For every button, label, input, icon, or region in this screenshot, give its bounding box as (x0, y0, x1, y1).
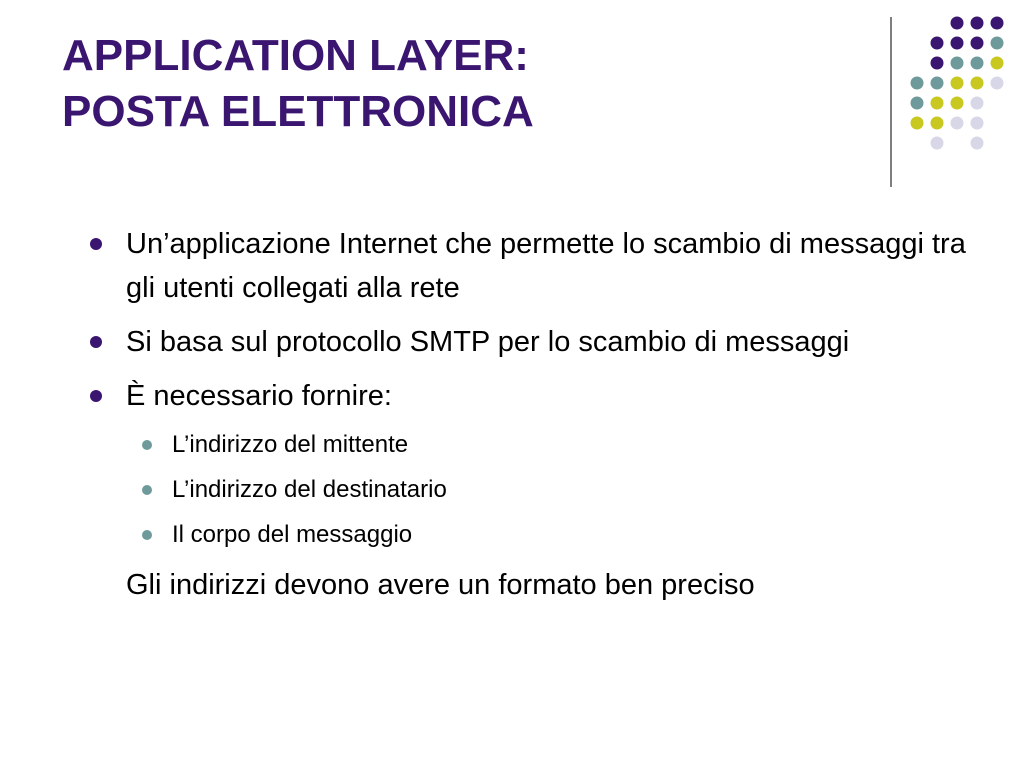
note-text: Gli indirizzi devono avere un formato ben preciso (126, 569, 755, 601)
sub-bullet-text: Il corpo del messaggio (172, 521, 413, 548)
decor-dot-yellow (991, 57, 1004, 70)
slide-title-line-2: POSTA ELETTRONICA (62, 87, 534, 136)
sub-bullet-item (90, 473, 970, 507)
sub-bullet-dot-icon (142, 530, 152, 540)
sub-bullet-item (90, 518, 970, 552)
bullet-text: Un’applicazione Internet che permette lo scambio di messaggi tra gli utenti collegati alla rete (126, 228, 966, 304)
slide-title-line-1: APPLICATION LAYER: (62, 31, 529, 80)
decor-dot-teal (951, 57, 964, 70)
decor-dot-yellow (931, 97, 944, 110)
bullet-item (90, 222, 970, 310)
decor-dot-lavender (971, 117, 984, 130)
decor-dot-purple (971, 17, 984, 30)
decor-dot-lavender (971, 137, 984, 150)
sub-bullet-text: L’indirizzo del mittente (172, 431, 409, 458)
decor-dot-teal (971, 57, 984, 70)
slide-title (62, 28, 534, 140)
decor-dot-teal (931, 77, 944, 90)
sub-bullet-item (90, 428, 970, 462)
decor-dot-yellow (931, 117, 944, 130)
bullet-dot-icon (90, 390, 102, 402)
decor-dot-lavender (991, 77, 1004, 90)
bullet-item (90, 320, 970, 364)
decor-dot-purple (931, 57, 944, 70)
decor-dot-purple (951, 37, 964, 50)
bullet-dot-icon (90, 336, 102, 348)
dot-grid-decoration (907, 15, 1007, 165)
sub-bullet-text: L’indirizzo del destinatario (172, 476, 447, 503)
decor-dot-yellow (911, 117, 924, 130)
bullet-text: È necessario fornire: (126, 380, 392, 412)
decor-dot-teal (991, 37, 1004, 50)
decor-dot-yellow (971, 77, 984, 90)
decor-dot-purple (991, 17, 1004, 30)
sub-bullet-dot-icon (142, 440, 152, 450)
decor-dot-yellow (951, 77, 964, 90)
decor-dot-purple (931, 37, 944, 50)
sub-bullet-dot-icon (142, 485, 152, 495)
decor-dot-teal (911, 77, 924, 90)
decor-dot-yellow (951, 97, 964, 110)
decor-dot-lavender (951, 117, 964, 130)
decor-dot-lavender (931, 137, 944, 150)
bullet-item (90, 374, 970, 418)
decor-dot-purple (951, 17, 964, 30)
slide-body (90, 222, 970, 607)
bullet-text: Si basa sul protocollo SMTP per lo scambio di messaggi (126, 326, 850, 358)
decor-dot-teal (911, 97, 924, 110)
title-divider (890, 17, 892, 187)
decor-dot-lavender (971, 97, 984, 110)
decor-dot-purple (971, 37, 984, 50)
bullet-dot-icon (90, 238, 102, 250)
